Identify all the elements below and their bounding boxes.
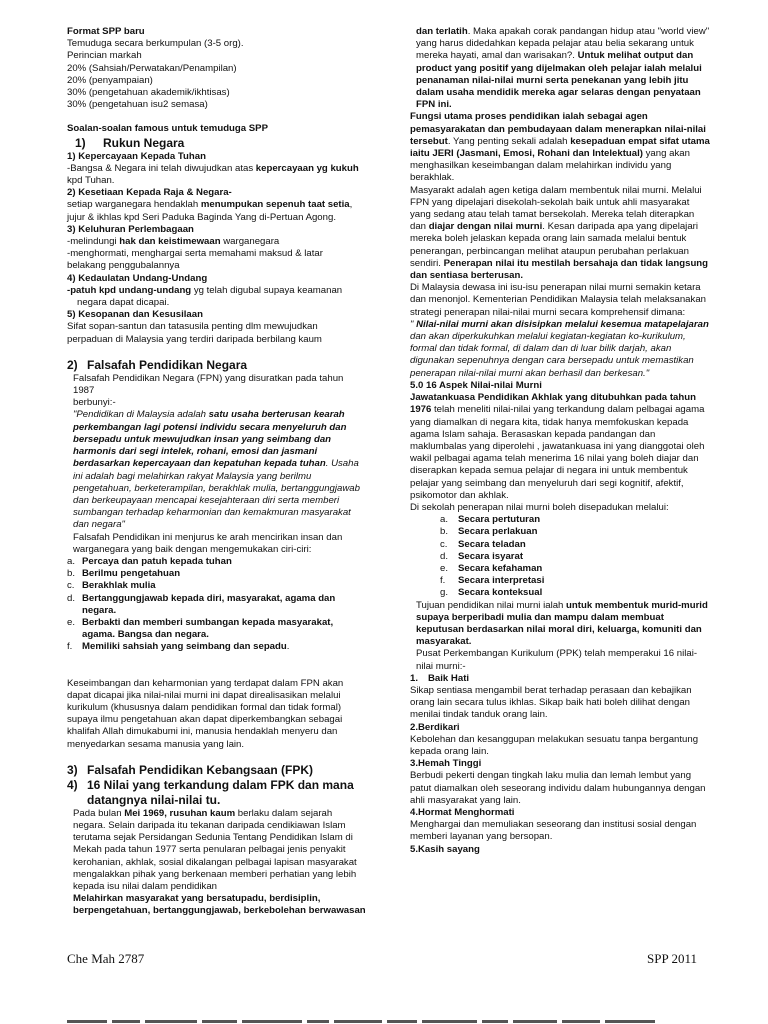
section-heading-fpn: 2) Falsafah Pendidikan Negara [67, 357, 248, 372]
section-heading-rukun-negara: 1) Rukun Negara [75, 135, 185, 150]
list-item: a. Percaya dan patuh kepada tuhan [67, 555, 232, 567]
nilai-heading: 1. Baik Hati [410, 672, 470, 684]
format-line: 30% (pengetahuan isu2 semasa) [67, 99, 208, 111]
list-item: c. Berakhlak mulia [67, 580, 156, 592]
rukun-item-heading: 5) Kesopanan dan Kesusilaan [67, 309, 203, 321]
rukun-item-heading: 3) Keluhuran Perlembagaan [67, 223, 194, 235]
rukun-item-heading: 4) Kedaulatan Undang-Undang [67, 272, 208, 284]
fpn-intro: Falsafah Pendidikan Negara (FPN) yang disuratkan pada tahun 1987 [73, 372, 344, 397]
nilai-heading: 5.Kasih sayang [410, 843, 480, 855]
paragraph: Tujuan pendidikan nilai murni ialah untuk membentuk murid-murid supaya berperibadi mulia dan mampu dalam membuat keputusan berdasarkan nilai moral diri, keluarga, komuniti dan masyarakat. [416, 599, 708, 648]
nilai-text: Kebolehan dan kesanggupan melakukan sesuatu tanpa bergantung kepada orang lain. [410, 733, 699, 757]
fpn-after: Falsafah Pendidikan ini menjurus ke arah mencirikan insan dan [73, 531, 343, 543]
nilai-heading: 2.Berdikari [410, 721, 460, 733]
section-heading-16-nilai-cont: datangnya nilai-nilai tu. [87, 792, 221, 807]
list-item: g. Secara konteksual [440, 587, 543, 599]
nilai-heading: 3.Hemah Tinggi [410, 758, 482, 770]
list-item: c. Secara teladan [440, 538, 526, 550]
paragraph: Di Malaysia dewasa ini isu-isu penerapan nilai murni semakin ketara dan menonjol. Kementerian Pendidikan Malaysia telah melaksanakan strategi penerapan nilai-nilai murni secara komprehensif dimana: [410, 282, 706, 318]
rukun-item-text: Sifat sopan-santun dan tatasusila penting dlm mewujudkan [67, 321, 318, 333]
next-page-cutoff-text [67, 1016, 707, 1024]
list-item: b. Secara perlakuan [440, 526, 538, 538]
paragraph: Pusat Perkembangan Kurikulum (PPK) telah memperakui 16 nilai-nilai murni:- [416, 648, 698, 672]
nilai-text: Menghargai dan memuliakan seseorang dan institusi sosial dengan memberi layanan yang bersopan. [410, 819, 697, 843]
rukun-item-text: -menghormati, menghargai serta memahami maksud & latar [67, 248, 323, 260]
kpm-quote: " Nilai-nilai murni akan disisipkan melalui kesemua matapelajaran dan akan diperkukuhkan melalui kegiatan-kegiatan ko-kurikulum, formal dan tidak formal, di dalam dan di luar bilik darjah, akan digunakan sepenuhnya dengan cara bersepadu untuk memastikan penerapan nilai-nilai murni akan berhasil dan berkesan." [410, 318, 709, 379]
format-title: Format SPP baru [67, 26, 145, 37]
rukun-item-text: -patuh kpd undang-undang yg telah digubal supaya keamanan [67, 284, 343, 296]
keseimbangan-paragraph: Keseimbangan dan keharmonian yang terdapat dalam FPN akan dapat dicapai jika nilai-nilai murni ini dapat direalisasikan melalui kurikulum (khususnya dalam pendidikan formal dan tidak formal) supaya ilmu pengetahuan akan dapat diperkembangkan sebagai khalifah Allah dimukabumi ini, manusia hendaklah menyeru dan menyedarkan sesama manusia yang lain. [67, 677, 344, 750]
format-line: Temuduga secara berkumpulan (3-5 org). [67, 38, 244, 50]
list-item: d. Secara isyarat [440, 550, 524, 562]
format-line: 20% (Sahsiah/Perwatakan/Penampilan) [67, 62, 237, 74]
footer-title: SPP 2011 [647, 951, 697, 966]
list-item: f. Secara interpretasi [440, 575, 545, 587]
list-item: e. Berbakti dan memberi sumbangan kepada masyarakat, agama. Bangsa dan negara. [67, 616, 334, 641]
rukun-item-text: jujur & ikhlas kpd Seri Paduka Baginda Yang di-Pertuan Agong. [67, 211, 336, 223]
paragraph: Fungsi utama proses pendidikan ialah sebagai agen pemasyarakatan dan pembudayaan dalam menerapkan nilai-nilai tersebut. Yang penting sekali adalah kesepaduan empat sifat utama iaitu JERI (Jasmani, Emosi, Rohani dan Intelektual) yang akan menghasilkan keseimbangan dalam melahirkan individu yang berakhlak. [410, 111, 710, 184]
format-line: Perincian markah [67, 50, 142, 62]
footer-author: Che Mah 2787 [67, 951, 145, 966]
rukun-item-text: -Bangsa & Negara ini telah diwujudkan atas kepercayaan yg kukuh [67, 162, 359, 174]
nilai-text: Berbudi pekerti dengan tingkah laku mulia dan lemah lembut yang patut diamalkan oleh seseorang individu dalam hubungannya dengan ahli masyarakat yang lain. [410, 770, 706, 806]
rukun-item-heading: 2) Kesetiaan Kepada Raja & Negara- [67, 187, 232, 199]
left-column [67, 26, 367, 918]
nilai-text: Sikap sentiasa mengambil berat terhadap perasaan dan kebajikan orang lain secara tulus ikhlas. Sikap baik hati boleh dilihat dengan menilai tindak tanduk orang lain. [410, 684, 692, 721]
list-item: f. Memiliki sahsiah yang seimbang dan sepadu. [67, 641, 290, 653]
paragraph: Jawatankuasa Pendidikan Akhlak yang ditubuhkan pada tahun 1976 telah meneliti nilai-nilai yang terkandung dalam pelbagai agama yang diamalkan di negara kita, tidak hanya memfokuskan kepada agama Islam sahaja. Berasaskan kepada pandangan dan maklumbalas yang diperolehi , jawatankuasa ini yang dianggotai oleh wakil pelbagai agama telah menerima 16 nilai yang boleh diajar dan diserapkan kepada semua pelajar di negara ini untuk membentuk pelajar yang seimbang dan menyeluruh dari segi kognitif, afektif, psikomotor dan akhlak. [410, 392, 705, 501]
format-line: 30% (pengetahuan akademik/ikhtisas) [67, 87, 230, 99]
rukun-item-text: belakang penggubalannya [67, 260, 180, 272]
rukun-item-text: -melindungi hak dan keistimewaan warganegara [67, 236, 280, 248]
section-heading-16-nilai: 4) 16 Nilai yang terkandung dalam FPK dan mana [67, 777, 354, 792]
soalan-title: Soalan-soalan famous untuk temuduga SPP [67, 123, 268, 135]
nilai-heading: 4.Hormat Menghormati [410, 807, 515, 818]
rukun-item-text: negara dapat dicapai. [77, 297, 170, 309]
list-item: d. Bertanggungjawab kepada diri, masyarakat, agama dan negara. [67, 592, 336, 616]
list-item: a. Secara pertuturan [440, 514, 541, 526]
fpn-after: warganegara yang baik dengan mengemukakan ciri-ciri: [73, 543, 312, 555]
rukun-item-text: setiap warganegara hendaklah menumpukan sepenuh taat setia, [67, 199, 353, 211]
section-heading-fpk: 3) Falsafah Pendidikan Kebangsaan (FPK) [67, 762, 314, 777]
ciri-list [67, 556, 367, 654]
paragraph: Masyarakt adalah agen ketiga dalam membentuk nilai murni. Melalui FPN yang dipelajari disekolah-sekolah baik untuk ahli masyarakat yang sedang atau telah tamat bersekolah. Mereka telah diterapkan dan diajar dengan nilai murni. Kesan daripada apa yang dipelajari mereka boleh jelaskan kepada orang lain samada melalui bentuk penerangan, perbincangan melihat ataupun perubahan perlakuan sendiri. Penerapan nilai itu mestilah bersahaja dan tidak langsung dan sentiasa berterusan. [410, 184, 709, 282]
rukun-item-heading: 1) Kepercayaan Kepada Tuhan [67, 150, 206, 162]
secara-list [410, 514, 710, 599]
list-item: b. Berilmu pengetahuan [67, 568, 181, 580]
paragraph: dan terlatih. Maka apakah corak pandangan hidup atau "world view" yang harus didedahkan kepada pelajar atau belia sekarang untuk mereka hayati, amal dan warisakan?. Untuk melihat output dan product yang positif yang dijelmakan oleh pelajar ialah melalui penanaman nilai-nilai murni serta penekanan yang lebih jitu dalam usaha mendidik mereka agar selaras dengan penyataan FPN ini. [416, 26, 710, 111]
section-heading-5-0: 5.0 16 Aspek Nilai-nilai Murni [410, 379, 542, 391]
paragraph: Di sekolah penerapan nilai murni boleh disepadukan melalui: [410, 501, 669, 513]
format-line: 20% (penyampaian) [67, 74, 153, 86]
right-column [410, 26, 710, 856]
fpn-intro: berbunyi:- [73, 397, 116, 409]
mei-bold-paragraph: Melahirkan masyarakat yang bersatupadu, berdisiplin, berpengetahuan, bertanggungjawab, berkebolehan berwawasan [73, 893, 366, 917]
rukun-item-text: kpd Tuhan. [67, 175, 115, 187]
fpn-quote: "Pendidikan di Malaysia adalah satu usaha berterusan kearah perkembangan lagi potensi individu secara menyeluruh dan bersepadu untuk mewujudkan insan yang seimbang dan harmonis dari segi intelek, rohani, emosi dan jasmani berdasarkan kepercayaan dan kepatuhan kepada tuhan. Usaha ini adalah bagi melahirkan rakyat Malaysia yang berilmu pengetahuan, berketerampilan, berakhlak mulia, bertanggungjawab dan berkeupayaan mencapai kesejahteraan diri serta memberi sumbangan terhadap keharmonian dan kemakmuran masyarakat dan negara" [73, 409, 360, 531]
mei-paragraph: Pada bulan Mei 1969, rusuhan kaum berlaku dalam sejarah negara. Selain daripada itu tekanan daripada cendikiawan Islam terutama sejak Persidangan Sedunia Tentang Pendidikan Islam di Mekah pada tahun 1977 serta penularan pelbagai jenis penyakit kerohanian, akhlak, sosial dikalangan pelbagai lapisan masyarakat mengalakkan pihak yang berkenaan memberi perhatian yang lebih kepada isu nilai dalam pendidikan [73, 807, 357, 892]
list-item: e. Secara kefahaman [440, 562, 543, 574]
rukun-item-text: perpaduan di Malaysia yang terdiri daripada berbilang kaum [67, 333, 322, 345]
